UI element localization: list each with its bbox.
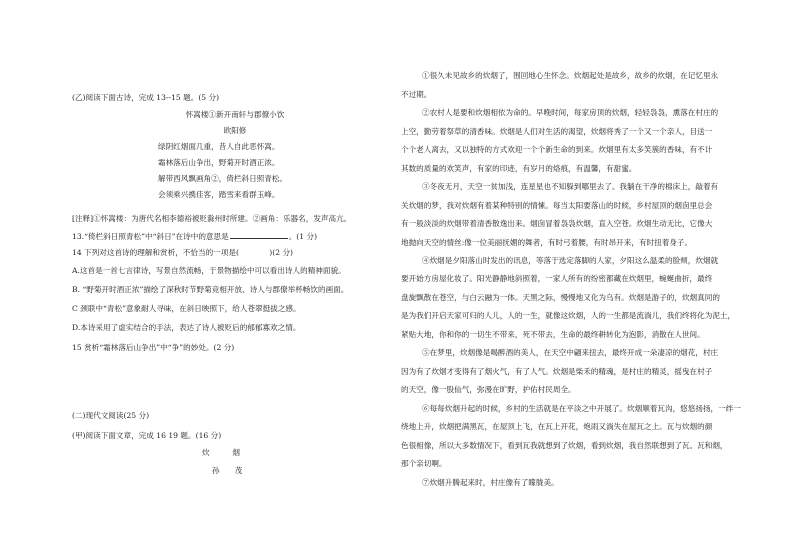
question-14-option-d: D.本诗采用了虚实结合的手法，表达了诗人被贬后的郁郁寡欢之情。 bbox=[72, 323, 301, 332]
article-line: 要开始方房屋化妆了。阳光静静地斜照着，一家人所有的纷密都藏在炊烟里，蜿蜒曲折，最终 bbox=[401, 274, 713, 283]
poem-line-1: 绿阴红烟面几重，昔人自此恶怀嵩。 bbox=[158, 142, 280, 151]
article-line: ②农村人是要和炊烟相依为命的。早晚时间，每家房顶的炊烟，轻轻袅袅，熏落在村庄的 bbox=[422, 108, 719, 117]
article-line: 是为我们开启天家可归的人儿，人的一生，就像这炊烟，人的一生都是流淌儿，我们终将化为泥土， bbox=[401, 311, 736, 320]
article-line: ⑦炊烟升腾起来时，村庄像有了矇胧美。 bbox=[422, 478, 559, 487]
article-line: ⑤在梦里，炊烟像是喝醉酒的美人，在天空中翩来扭去，最终开成一朵凄凉的烟花，村庄 bbox=[422, 348, 719, 357]
article-line: 个个老人离去，又以独特的方式欢迎一个个新生命的到来。炊烟里有太多笑簇的香味，有不计 bbox=[401, 145, 713, 154]
section-2-header: (二)现代文阅读(25 分) bbox=[72, 411, 150, 420]
question-14: 14 下列对这首诗的理解和赏析，不恰当的一项是( )(2 分) bbox=[72, 248, 294, 257]
article-line: ①很久未见故乡的炊烟了，围回地心生怀念。炊烟起处是故乡，故乡的炊烟，在记忆里永 bbox=[422, 71, 719, 80]
article-line: 绕地上升，炊烟把满黑瓦，在屋顶上飞，在瓦上开花，炮雨又淌失在屋瓦之上。瓦与炊烟的颜 bbox=[401, 422, 713, 431]
poem-title: 怀嵩楼①新开南轩与郡僚小饮 bbox=[185, 110, 285, 119]
article-line: 的天空，像一股仙气，弥漫在旷野，护佑村民周全。 bbox=[401, 385, 576, 394]
question-14-option-b: B. “野菊开时酒正浓”描绘了深秋时节野菊竞相开放、诗人与郡僚举杯畅饮的画面。 bbox=[72, 285, 349, 294]
article-line: 上空，勤劳着祭草的清香味。炊烟是人们对生活的渴望，炊烟将秀了一个又一个亲人，目送一 bbox=[401, 127, 713, 136]
article-line: ⑥每每炊烟升起的时候，乡村的生活就是在平淡之中开展了。炊烟顺着瓦沟，悠悠扬扬，一绊一 bbox=[422, 404, 741, 413]
question-14-option-a: A.这首是一首七言律诗，写景自然流畅，于景物描绘中可以看出诗人的精神面貌。 bbox=[72, 266, 346, 275]
question-13 bbox=[72, 231, 317, 242]
article-line: 其数的质量的欢笑声，有家的印迹，有岁月的烙痕，有温馨，有甜蜜。 bbox=[401, 164, 637, 173]
question-14-option-c: C 颈联中“青松”意象耐人寻味，在斜日映照下，给人苍翠挺拔之感。 bbox=[72, 304, 301, 313]
poem-line-2: 霜林落后山争出，野菊开时酒正浓。 bbox=[158, 158, 280, 167]
section-b-header: (甲)阅读下面文章，完成 16 19 题。(16 分) bbox=[72, 431, 222, 440]
article-line: ③冬夜无月，天空一贫加浅，连星星也不知躲到哪里去了。我躺在干净的棉床上，敲着有 bbox=[422, 182, 719, 191]
article-title: 炊 烟 bbox=[202, 448, 240, 457]
article-line: 地抛向天空的情丝:像一位美丽抚媚的舞者，有时弓着腰，有时昂开来，有时扭着身子。 bbox=[401, 238, 693, 247]
poem-author: 欧阳修 bbox=[223, 126, 247, 135]
poem-line-3: 解带西风飘画角②，倚栏斜日照青松。 bbox=[158, 174, 288, 183]
article-line: 有一般淡淡的炊烟带着清香散逸出来。烟囱冒着袅袅炊烟，直入空苍。炊烟生动无比，它像大 bbox=[401, 219, 713, 228]
article-line: ④炊烟是夕阳落山时发出的讯息，等落于选定落脚的人家，夕阳这么温柔的脸颊，炊烟就 bbox=[422, 256, 719, 265]
section-a-header: (乙)阅读下面古诗，完成 13--15 题。(5 分) bbox=[72, 93, 220, 102]
article-line: 色很相像，所以大多数情况下，看到瓦我就想到了炊烟，看到炊烟，我自然联想到了瓦。瓦和烟， bbox=[401, 441, 728, 450]
article-line: 紧贴大地，你和你的一切生不带来，死不带去，生命的最终耕转化为泡影，消散在人世间。 bbox=[401, 330, 705, 339]
question-15: 15 赏析“霜林落后山争出”中“争”的妙处。(2 分) bbox=[72, 343, 235, 352]
article-line: 那个亲切啊。 bbox=[401, 459, 447, 468]
question-13-text: 13.“倚栏斜日照青松”中“斜日”在诗中的意思是 bbox=[72, 232, 229, 241]
article-line: 关炊烟的梦，我对炊烟有着某种特别的情愫。每当太阳要落山的时候，乡村屋顶的烟囱里总会 bbox=[401, 201, 713, 210]
poem-note: [注释]①怀嵩楼：为唐代名相李德裕被贬滁州时所建。②画角：乐器名，发声高亢。 bbox=[72, 214, 352, 223]
answer-blank bbox=[230, 231, 288, 239]
poem-line-4: 会须乘兴携佳客，踏雪来看群玉峰。 bbox=[158, 190, 280, 199]
article-line: 不过期。 bbox=[401, 90, 432, 99]
article-line: 因为有了炊烟才变得有了烟火气，有了人气。炊烟是柴禾的精魂，是村庄的精灵，摇曳在村子 bbox=[401, 367, 713, 376]
article-author: 孙 茂 bbox=[212, 466, 243, 475]
question-13-score: 。(1 分) bbox=[288, 232, 318, 241]
article-line: 盘旋飘散在苍空，与白云融为一体。天黑之际，慢慢地又化为乌有。炊烟是游子的，炊烟真同的 bbox=[401, 293, 720, 302]
